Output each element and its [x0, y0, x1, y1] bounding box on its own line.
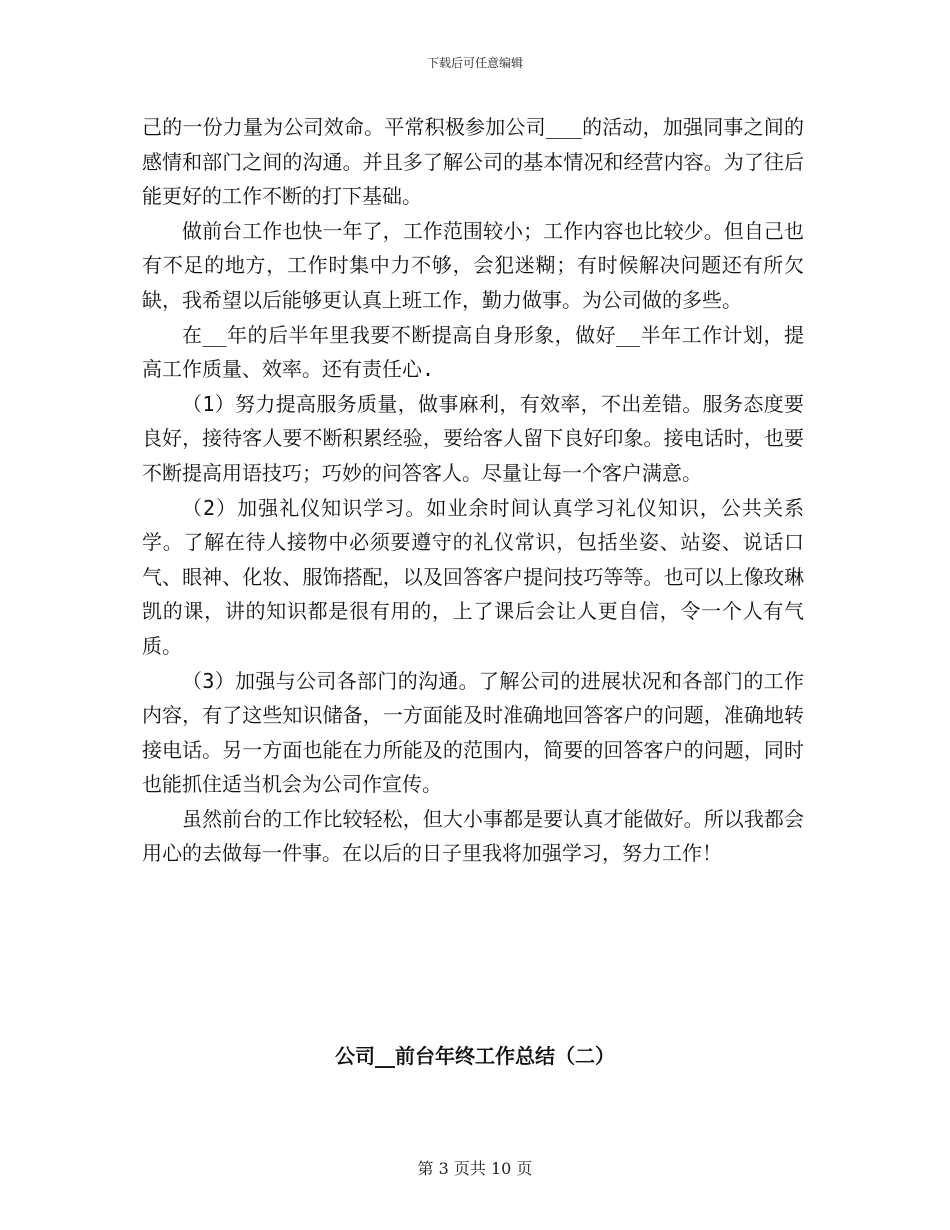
numbered-paragraph: （1）努力提高服务质量，做事麻利，有效率，不出差错。服务态度要良好，接待客人要不断积累经验，要给客人留下良好印象。接电话时，也要不断提高用语技巧；巧妙的问答客人。尽量让每一个客户满意。	[142, 391, 804, 485]
paragraph: 虽然前台的工作比较轻松，但大小事都是要认真才能做好。所以我都会用心的去做每一件事。在以后的日子里我将加强学习，努力工作！	[142, 806, 804, 866]
numbered-paragraph: （3）加强与公司各部门的沟通。了解公司的进展状况和各部门的工作内容，有了这些知识储备，一方面能及时准确地回答客户的问题，准确地转接电话。另一方面也能在力所能及的范围内，简要的回答客户的问题，同时也能抓住适当机会为公司作宣传。	[142, 668, 804, 797]
page-header: 下载后可任意编辑	[426, 56, 523, 70]
document-body	[142, 110, 804, 871]
paragraph: 做前台工作也快一年了，工作范围较小；工作内容也比较少。但自己也有不足的地方，工作时集中力不够，会犯迷糊；有时候解决问题还有所欠缺，我希望以后能够更认真上班工作，勤力做事。为公司做的多些。	[142, 218, 804, 312]
paragraph: 己的一份力量为公司效命。平常积极参加公司___的活动，加强同事之间的感情和部门之间的沟通。并且多了解公司的基本情况和经营内容。为了往后能更好的工作不断的打下基础。	[142, 115, 804, 209]
page-footer: 第 3 页共 10 页	[417, 1159, 533, 1178]
numbered-paragraph: （2）加强礼仪知识学习。如业余时间认真学习礼仪知识，公共关系学。了解在待人接物中必须要遵守的礼仪常识，包括坐姿、站姿、说话口气、眼神、化妆、服饰搭配，以及回答客户提问技巧等等。也可以上像玫琳凯的课，讲的知识都是很有用的，上了课后会让人更自信，令一个人有气质。	[142, 495, 804, 658]
paragraph: 在__年的后半年里我要不断提高自身形象，做好__半年工作计划，提高工作质量、效率。还有责任心.	[142, 322, 804, 382]
section-heading: 公司__前台年终工作总结（二）	[335, 1044, 615, 1068]
